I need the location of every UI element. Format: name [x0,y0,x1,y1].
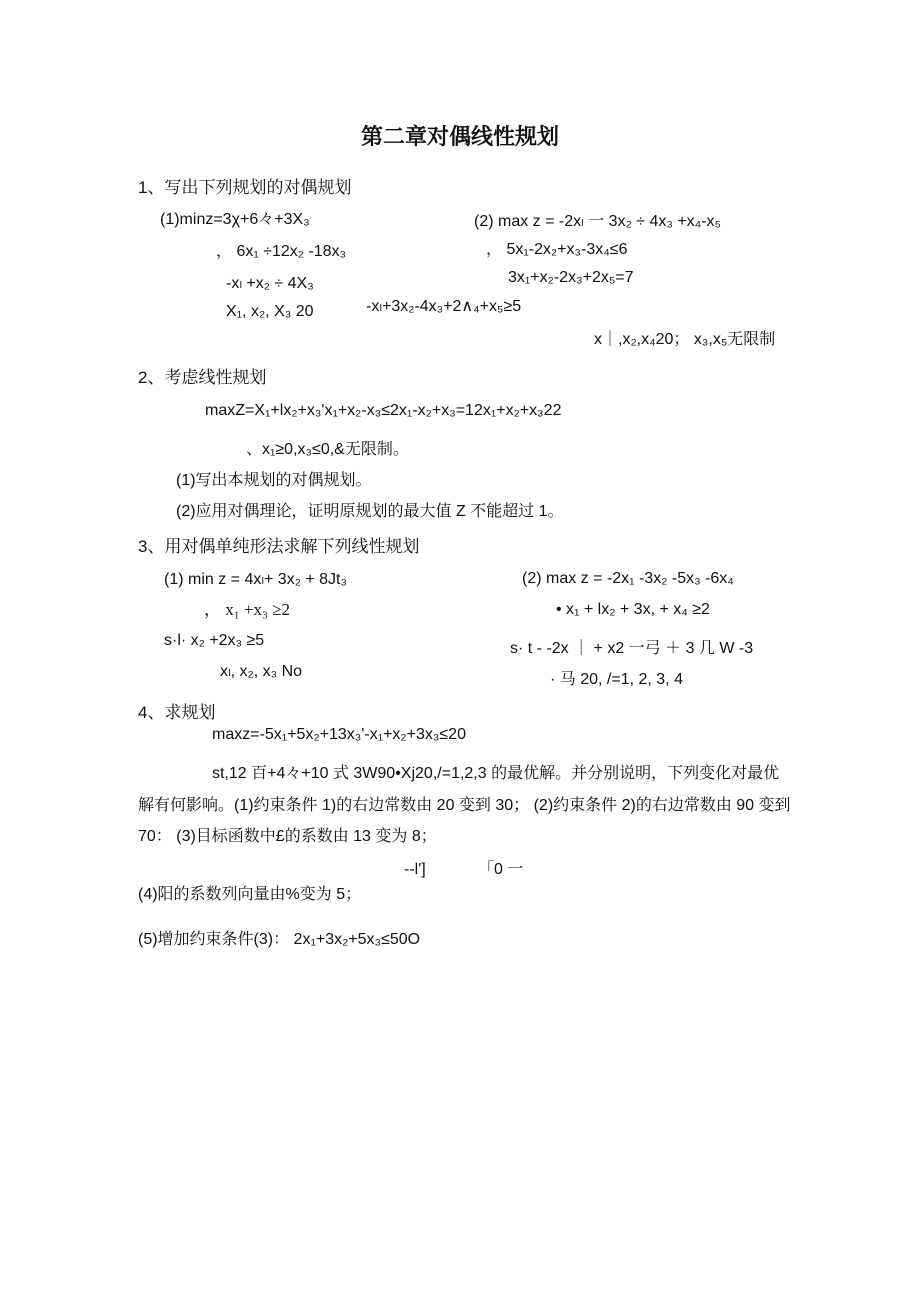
q3-p1-constraint-1: ， x₁ +x₃ ≥2 [204,600,291,619]
q2-heading: 2、考虑线性规划 [138,368,267,387]
q1-p2-constraint-1: ， 5x₁-2x₂+x₃-3x₄≤6 [486,241,628,258]
q1-heading: 1、写出下列规划的对偶规划 [138,178,352,197]
q4-paragraph-line-1: st,12 百+4々+10 式 3W90•Xj20,/=1,2,3 的最优解。并分别说明，下列变化对最优 [212,765,780,782]
q1-p1-constraint-1: ， 6x₁ ÷12x₂ -18x₃ [216,243,347,260]
q3-p2-constraint-1: • x₁ + lx₂ + 3x, + x₄ ≥2 [556,601,710,618]
q2-constraint: 、x₁≥0,x₃≤0,&无限制。 [246,441,409,458]
q4-item-4: (4)阳的系数列向量由%变为 5； [138,886,362,903]
q3-p2-objective: (2) max z = -2x₁ -3x₂ -5x₃ -6x₄ [522,570,734,587]
q4-matrix-right: 「0 一 [478,861,524,878]
q4-matrix-left: --l'] [404,861,426,878]
q1-p2-objective: (2) max z = -2xₗ 一 3x₂ ÷ 4x₃ +x₄-x₅ [474,213,721,230]
q1-p2-constraint-3: -xₗ+3x₂-4x₃+2∧₄+x₅≥5 [366,298,522,315]
q4-item-5: (5)增加约束条件(3)： 2x₁+3x₂+5x₃≤50O [138,931,421,948]
q4-paragraph-line-2: 解有何影响。(1)约束条件 1)的右边常数由 20 变到 30； (2)约束条件 2)的右边常数由 90 变到 [138,797,791,814]
q3-heading: 3、用对偶单纯形法求解下列线性规划 [138,537,420,556]
q1-p1-constraint-3: X₁, x₂, X₃ 20 [226,303,314,320]
q1-p1-constraint-2: -xₗ +x₂ ÷ 4X₃ [226,275,314,292]
q4-paragraph-line-3: 70： (3)目标函数中£的系数由 13 变为 8； [138,828,437,845]
q3-p2-constraint-2: s· t - -2x ｜ + x2 一弓 ＋ 3 几 W -3 [510,640,754,657]
q2-objective: maxZ=X₁+lx₂+x₃'x₁+x₂-x₃≤2x₁-x₂+x₃=12x₁+x₂+x₃22 [205,402,562,419]
q4-objective: maxz=-5x₁+5x₂+13x₃'-x₁+x₂+3x₃≤20 [212,726,466,743]
q1-p2-constraint-2: 3x₁+x₂-2x₃+2x₅=7 [508,269,634,286]
q2-subquestion-2: (2)应用对偶理论，证明原规划的最大值 Z 不能超过 1。 [176,503,564,520]
q1-p1-objective: (1)minz=3χ+6々+3X₃ [160,211,310,228]
q1-p2-constraint-4: x｜,x₂,x₄20； x₃,x₅无限制 [594,331,776,348]
q3-p2-constraint-3: · 马 20, /=1, 2, 3, 4 [550,671,683,688]
q3-p1-constraint-2: s·l· x₂ +2x₃ ≥5 [164,632,265,649]
q3-p1-objective: (1) min z = 4xₗ+ 3x₂ + 8Jt₃ [164,571,348,588]
q4-heading: 4、求规划 [138,703,216,722]
page-title: 第二章对偶线性规划 [360,124,559,149]
q2-subquestion-1: (1)写出本规划的对偶规划。 [176,472,372,489]
q3-p1-constraint-3: xₗ, x₂, x₃ No [220,663,303,680]
